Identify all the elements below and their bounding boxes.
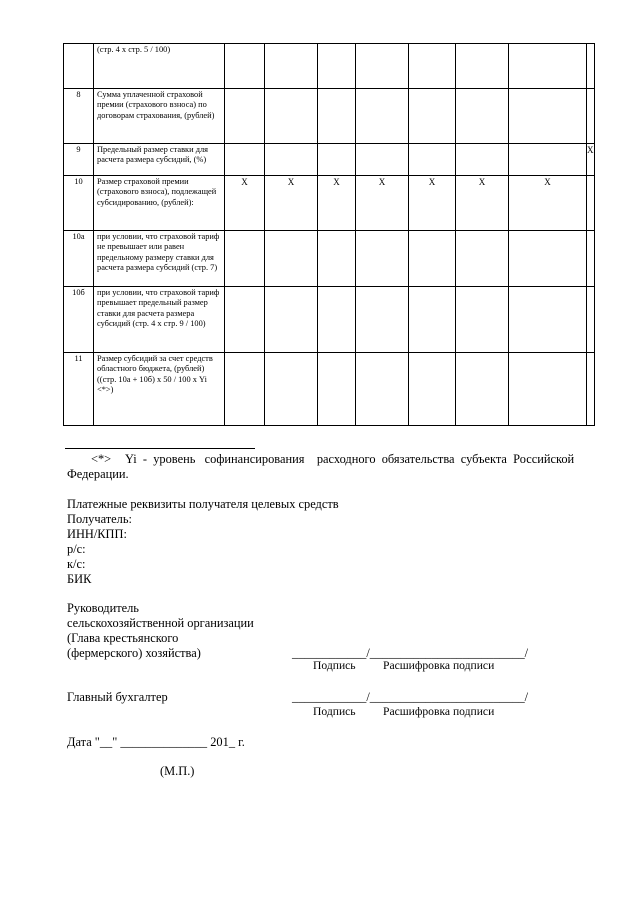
- value-cell: [456, 287, 509, 353]
- value-cell: [318, 144, 356, 176]
- head-organization-label: сельскохозяйственной организации: [67, 616, 254, 630]
- table-row: [64, 89, 595, 144]
- table-row: [64, 144, 595, 176]
- stamp-placeholder: (М.П.): [160, 764, 195, 778]
- value-cell: [409, 44, 456, 89]
- value-cell: [456, 89, 509, 144]
- inn-kpp-label: ИНН/КПП:: [67, 527, 127, 541]
- table-row: [64, 231, 595, 287]
- settlement-account-label: р/с:: [67, 542, 86, 556]
- value-cell: [409, 231, 456, 287]
- date-line: Дата "__" ______________ 201_ г.: [67, 735, 245, 749]
- head-farm-label: (Глава крестьянского: [67, 631, 179, 645]
- row-number: 10б: [64, 287, 94, 353]
- table-row: [64, 353, 595, 426]
- value-cell: [265, 353, 318, 426]
- value-cell: [456, 231, 509, 287]
- value-cell: [265, 231, 318, 287]
- value-cell: [509, 144, 587, 176]
- row-description: Предельный размер ставки для расчета размера субсидий, (%): [94, 144, 225, 176]
- row-description: Размер субсидий за счет средств областного бюджета, (рублей) ((стр. 10а + 10б) х 50 / 100 х Yi <*>): [94, 353, 225, 426]
- row-description: при условии, что страховой тариф не превышает или равен предельному размеру ставки для расчета размера субсидий (стр. 7): [94, 231, 225, 287]
- footnote-rule: [65, 448, 255, 449]
- value-cell: Х: [587, 144, 595, 176]
- value-cell: [409, 287, 456, 353]
- head-farm-label-cont: (фермерского) хозяйства): [67, 646, 201, 660]
- value-cell: [265, 44, 318, 89]
- table-row: [64, 44, 595, 89]
- value-cell: [456, 44, 509, 89]
- value-cell: [509, 287, 587, 353]
- value-cell: [587, 176, 595, 231]
- bik-label: БИК: [67, 572, 92, 586]
- value-cell: [356, 231, 409, 287]
- value-cell: [225, 231, 265, 287]
- head-label: Руководитель: [67, 601, 139, 615]
- row-number: 10: [64, 176, 94, 231]
- value-cell: [509, 353, 587, 426]
- footnote-text-cont: Федерации.: [67, 467, 129, 481]
- row-description: Сумма уплаченной страховой премии (страхового взноса) по договорам страхования, (рублей): [94, 89, 225, 144]
- head-decoding-caption: Расшифровка подписи: [383, 659, 495, 672]
- row-description: Размер страховой премии (страхового взноса), подлежащей субсидированию, (рублей):: [94, 176, 225, 231]
- value-cell: [225, 287, 265, 353]
- value-cell: [356, 89, 409, 144]
- value-cell: [356, 353, 409, 426]
- value-cell: [318, 44, 356, 89]
- value-cell: [587, 287, 595, 353]
- footnote-marker: <*>: [91, 452, 112, 466]
- value-cell: [509, 231, 587, 287]
- footnote-text: Yi - уровень софинансирования расходного обязательства субъекта Российской: [125, 452, 575, 466]
- value-cell: Х: [356, 176, 409, 231]
- value-cell: Х: [318, 176, 356, 231]
- row-number: 11: [64, 353, 94, 426]
- value-cell: [587, 231, 595, 287]
- correspondent-account-label: к/с:: [67, 557, 86, 571]
- value-cell: [587, 89, 595, 144]
- value-cell: [265, 287, 318, 353]
- value-cell: [318, 287, 356, 353]
- value-cell: Х: [409, 176, 456, 231]
- value-cell: [318, 231, 356, 287]
- value-cell: [318, 353, 356, 426]
- row-description: при условии, что страховой тариф превышает предельный размер ставки для расчета размера субсидий (стр. 4 х стр. 9 / 100): [94, 287, 225, 353]
- row-number: 9: [64, 144, 94, 176]
- value-cell: [225, 144, 265, 176]
- head-signature-caption: Подпись: [313, 659, 356, 672]
- value-cell: [409, 144, 456, 176]
- value-cell: [318, 89, 356, 144]
- value-cell: [356, 44, 409, 89]
- value-cell: [456, 144, 509, 176]
- value-cell: [509, 44, 587, 89]
- row-number: [64, 44, 94, 89]
- value-cell: Х: [265, 176, 318, 231]
- subsidy-calculation-table: [63, 43, 595, 426]
- value-cell: [587, 353, 595, 426]
- value-cell: Х: [225, 176, 265, 231]
- value-cell: [587, 44, 595, 89]
- table-row: [64, 176, 595, 231]
- table-row: [64, 287, 595, 353]
- accountant-signature-line: ____________/_________________________/: [292, 690, 529, 704]
- value-cell: [409, 353, 456, 426]
- requisites-heading: Платежные реквизиты получателя целевых средств: [67, 497, 339, 511]
- value-cell: [225, 89, 265, 144]
- value-cell: [509, 89, 587, 144]
- value-cell: [409, 89, 456, 144]
- value-cell: [265, 89, 318, 144]
- value-cell: [456, 353, 509, 426]
- value-cell: [356, 287, 409, 353]
- value-cell: [225, 353, 265, 426]
- value-cell: [356, 144, 409, 176]
- value-cell: Х: [456, 176, 509, 231]
- value-cell: [265, 144, 318, 176]
- row-number: 10а: [64, 231, 94, 287]
- row-description: (стр. 4 х стр. 5 / 100): [94, 44, 225, 89]
- recipient-label: Получатель:: [67, 512, 132, 526]
- head-signature-line: ____________/_________________________/: [292, 646, 529, 660]
- value-cell: Х: [509, 176, 587, 231]
- row-number: 8: [64, 89, 94, 144]
- accountant-decoding-caption: Расшифровка подписи: [383, 705, 495, 718]
- value-cell: [225, 44, 265, 89]
- accountant-signature-caption: Подпись: [313, 705, 356, 718]
- accountant-label: Главный бухгалтер: [67, 690, 168, 704]
